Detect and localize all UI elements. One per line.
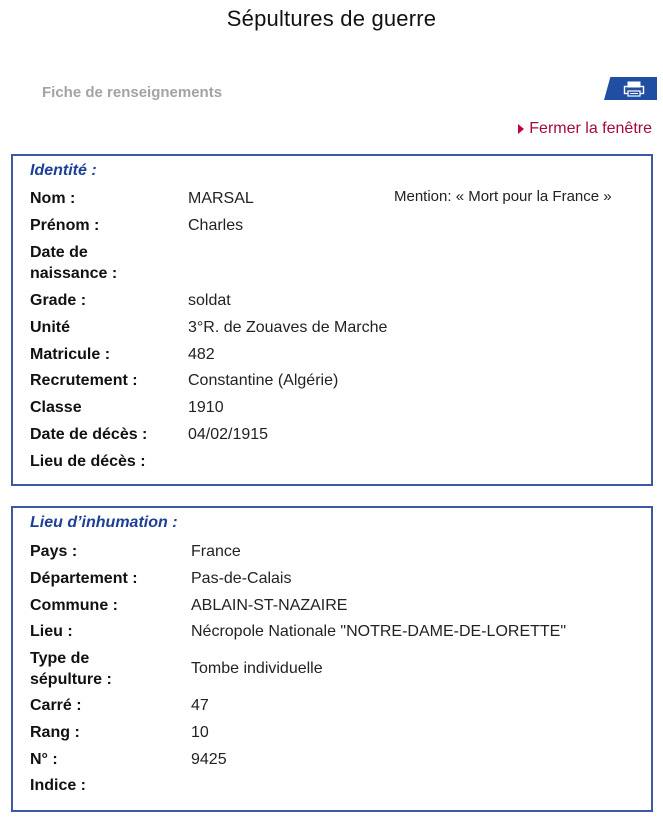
- field-label: N° :: [30, 751, 58, 768]
- field-label: Carré :: [30, 697, 82, 714]
- close-window-link[interactable]: [518, 120, 652, 138]
- field-label: Département :: [30, 570, 138, 587]
- field-label: Indice :: [30, 777, 87, 794]
- field-label: Grade :: [30, 292, 87, 309]
- print-button[interactable]: [604, 77, 657, 100]
- field-label: Classe: [30, 399, 82, 416]
- field-value: 10: [191, 724, 209, 741]
- field-value: 47: [191, 697, 209, 714]
- field-value: Pas-de-Calais: [191, 570, 292, 587]
- field-label: Unité: [30, 319, 70, 336]
- field-value: Nécropole Nationale "NOTRE-DAME-DE-LORETTE": [191, 623, 567, 640]
- field-value: Charles: [188, 217, 244, 234]
- burial-panel: [11, 506, 653, 812]
- field-label: Commune :: [30, 597, 118, 614]
- field-label: Pays :: [30, 543, 78, 560]
- mention-text: Mention: « Mort pour la France »: [394, 188, 612, 205]
- field-label: Rang :: [30, 724, 80, 741]
- field-value: soldat: [188, 292, 231, 309]
- field-value: 04/02/1915: [188, 426, 269, 443]
- field-label: Matricule :: [30, 346, 111, 363]
- field-label: Recrutement :: [30, 372, 138, 389]
- identity-panel: [11, 154, 653, 486]
- field-value: MARSAL: [188, 190, 254, 207]
- close-window-label: Fermer la fenêtre: [529, 120, 652, 137]
- field-value: Tombe individuelle: [191, 660, 323, 677]
- field-value: 1910: [188, 399, 224, 416]
- printer-icon: [623, 81, 645, 97]
- subheader-title: Fiche de renseignements: [42, 84, 223, 101]
- caret-right-icon: [518, 124, 524, 134]
- field-value: Constantine (Algérie): [188, 372, 339, 389]
- field-value: France: [191, 543, 241, 560]
- field-value: 9425: [191, 751, 227, 768]
- field-value: ABLAIN-ST-NAZAIRE: [191, 597, 348, 614]
- page-title: Sépultures de guerre: [226, 6, 437, 31]
- field-label: Prénom :: [30, 217, 100, 234]
- field-label: Date de naissance :: [30, 244, 118, 282]
- field-label: Type de sépulture :: [30, 650, 112, 688]
- field-label: Date de décès :: [30, 426, 148, 443]
- identity-heading: Identité :: [30, 162, 97, 179]
- field-label: Lieu :: [30, 623, 73, 640]
- field-label: Lieu de décès :: [30, 453, 146, 470]
- field-label: Nom :: [30, 190, 76, 207]
- burial-heading: Lieu d’inhumation :: [30, 514, 178, 531]
- field-value: 482: [188, 346, 215, 363]
- field-value: 3°R. de Zouaves de Marche: [188, 319, 388, 336]
